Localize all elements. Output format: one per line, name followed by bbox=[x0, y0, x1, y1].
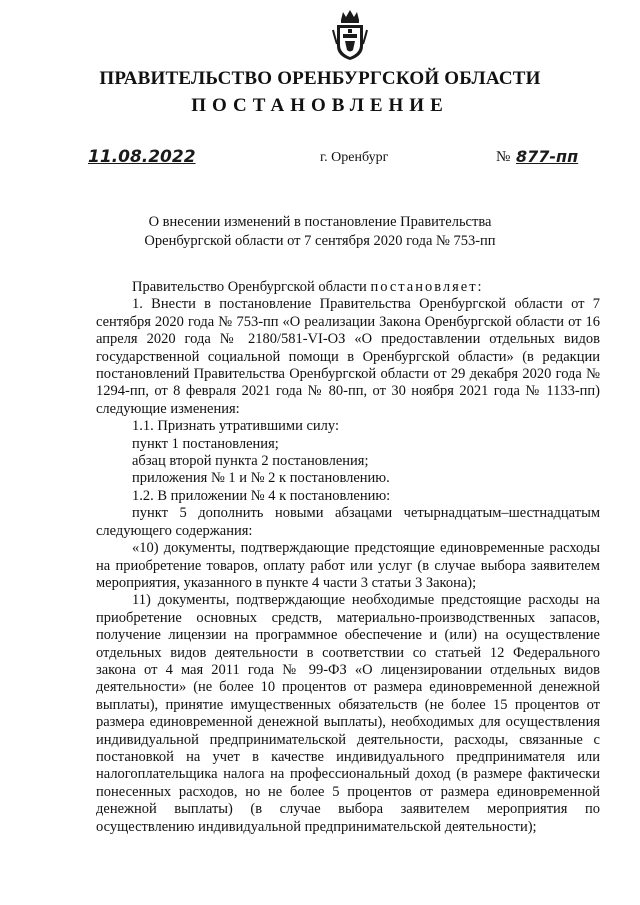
paragraph-1: 1. Внести в постановление Правительства Оренбургской области от 7 сентября 2020 года № 753-пп «О реализации Закона Оренбургской области от 16 апреля 2020 года № 2180/581-VI-ОЗ «О предоставлении отдельных видов государственной социальной помощи в Оренбургской области» (в редакции постановлений Правительства Оренбургской области от 29 декабря 2020 года № 1294-пп, от 8 февраля 2021 года № 80-пп, от 30 ноября 2021 года № 1133-пп) следующие изменения: bbox=[96, 296, 600, 417]
intro-paragraph bbox=[96, 279, 600, 296]
document-date: 11.08.2022 bbox=[88, 147, 196, 167]
intro-decree-word: постановляет: bbox=[370, 279, 484, 295]
paragraph-1-1-c: приложения № 1 и № 2 к постановлению. bbox=[132, 470, 390, 487]
paragraph-item-11: 11) документы, подтверждающие необходимые предстоящие расходы на приобретение основных средств, материально-производственных запасов, получение лицензии на программное обеспечение и (или) на осуществление отдельных видов деятельности в соответствии со статьей 12 Федерального закона от 4 мая 2011 года № 99-ФЗ «О лицензировании отдельных видов деятельности» (не более 10 процентов от размера единовременной денежной выплаты), принятие имущественных обязательств (не более 15 процентов от размера единовременной денежной выплаты), необходимых для осуществления индивидуальной предпринимательской деятельности, расходы, связанные с постановкой на учет в качестве индивидуального предпринимателя или налогоплательщика налога на профессиональный доход (в размере фактически понесенных расходов, но не более 5 процентов от размера единовременной денежной выплаты) (в случае выбора заявителем мероприятия по осуществлению индивидуальной предпринимательской деятельности); bbox=[96, 592, 600, 835]
government-title: ПРАВИТЕЛЬСТВО ОРЕНБУРГСКОЙ ОБЛАСТИ bbox=[99, 68, 541, 89]
document-body bbox=[96, 279, 600, 836]
coat-of-arms-icon bbox=[331, 8, 369, 62]
intro-prefix: Правительство Оренбургской области bbox=[132, 279, 371, 295]
document-subject bbox=[0, 213, 640, 251]
paragraph-item-10: «10) документы, подтверждающие предстоящие единовременные расходы на приобретение товаров, оплату работ или услуг (в случае выбора заявителем мероприятия, указанного в пункте 4 части 3 статьи 3 Закона); bbox=[96, 540, 600, 591]
number-label: № bbox=[496, 149, 511, 165]
document-city: г. Оренбург bbox=[320, 150, 389, 165]
paragraph-1-2-a: пункт 5 дополнить новыми абзацами четырнадцатым–шестнадцатым следующего содержания: bbox=[96, 505, 600, 539]
paragraph-1-1-b: абзац второй пункта 2 постановления; bbox=[132, 453, 369, 470]
paragraph-1-2: 1.2. В приложении № 4 к постановлению: bbox=[132, 487, 391, 504]
document-kind-title: ПОСТАНОВЛЕНИЕ bbox=[191, 95, 449, 116]
paragraph-1-1-a: пункт 1 постановления; bbox=[132, 435, 279, 452]
subject-line-2: Оренбургской области от 7 сентября 2020 года № 753-пп bbox=[144, 233, 496, 249]
paragraph-1-1: 1.1. Признать утратившими силу: bbox=[132, 418, 340, 435]
date-number-line bbox=[0, 148, 640, 172]
document-number: 877-пп bbox=[516, 147, 579, 166]
subject-line-1: О внесении изменений в постановление Правительства bbox=[148, 214, 492, 230]
